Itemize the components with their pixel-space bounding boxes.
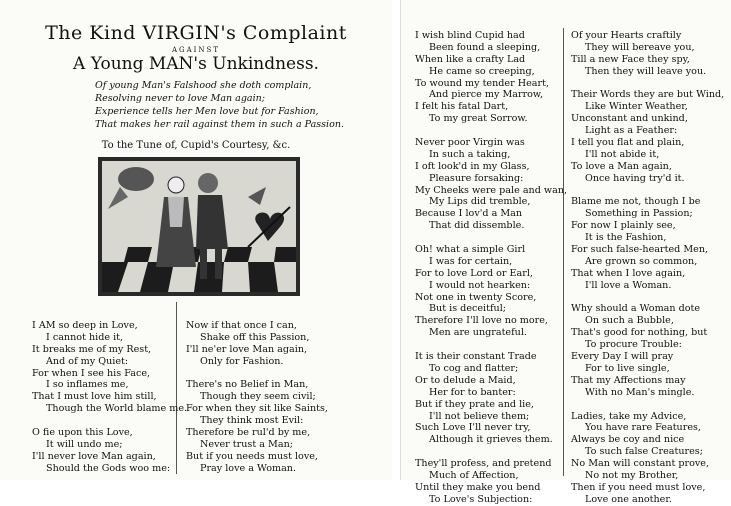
verse-line: I would not hearken: — [429, 279, 531, 291]
tune-line: To the Tune of, Cupid's Courtesy, &c. — [101, 140, 291, 151]
verse-line: Until they make you bend — [415, 481, 541, 493]
subtitle-line: Experience tells her Men love but for Fashion, — [95, 106, 319, 117]
right-page — [400, 0, 731, 505]
verse-line: Every Day I will pray — [571, 351, 674, 363]
verse-line: Pray love a Woman. — [200, 462, 297, 474]
verse-line: Because I lov'd a Man — [415, 208, 523, 220]
verse-line: Shake off this Passion, — [200, 331, 310, 343]
verse-line: I'll never love Man again, — [32, 450, 156, 462]
verse-line: It will undo me; — [46, 438, 123, 450]
verse-line: Like Winter Weather, — [585, 101, 688, 113]
subtitle-line: Of young Man's Falshood she doth complain, — [95, 80, 312, 91]
verse-line: But if you needs must love, — [186, 450, 318, 462]
verse-line: Blame me not, though I be — [571, 196, 701, 208]
verse-line: For when they sit like Saints, — [186, 403, 328, 415]
verse-line: Unconstant and unkind, — [571, 113, 688, 125]
verse-line: To love a Man again, — [571, 160, 672, 172]
verse-line: Till a new Face they spy, — [571, 53, 690, 65]
verse-line: With no Man's mingle. — [585, 386, 695, 398]
verse-line: Never trust a Man; — [200, 438, 293, 450]
verse-line — [571, 292, 724, 304]
verse-line: No not my Brother, — [585, 469, 679, 481]
verse-line: But if they prate and lie, — [415, 398, 534, 410]
verse-line: For such false-hearted Men, — [571, 244, 709, 256]
verse-line — [571, 185, 724, 197]
verse-line: He came so creeping, — [429, 65, 535, 77]
verse-line: Or to delude a Maid, — [415, 374, 516, 386]
verse-line: Though they seem civil; — [200, 391, 316, 403]
verse-line — [415, 125, 567, 137]
verse-line: I'll ne'er love Man again, — [186, 343, 308, 355]
subtitle-line: That makes her rail against them in such a Passion. — [95, 119, 344, 130]
woodcut-illustration — [98, 157, 300, 296]
verse-line: That I must love him still, — [32, 391, 157, 403]
verse-line: Of your Hearts craftily — [571, 30, 682, 41]
subtitle-line: Resolving never to love Man again; — [95, 93, 265, 104]
verse-line: Once having try'd it. — [585, 172, 685, 184]
verse-line: For to love Lord or Earl, — [415, 267, 533, 279]
verse-line: To Love's Subjection: — [429, 493, 533, 505]
verse-line: Never poor Virgin was — [415, 137, 525, 149]
verse-line: Something in Passion; — [585, 208, 693, 220]
verse-line: That when I love again, — [571, 267, 686, 279]
verse-line: Though the World blame me. — [46, 403, 188, 415]
verse-line: Now if that once I can, — [186, 320, 297, 331]
verse-line: It is their constant Trade — [415, 351, 537, 363]
verse-line: I was for certain, — [429, 255, 513, 267]
verse-line: I cannot hide it, — [46, 331, 124, 343]
verse-line: It breaks me of my Rest, — [32, 343, 152, 355]
verse-line: Love one another. — [585, 493, 672, 505]
verse-line: To such false Creatures; — [585, 446, 703, 458]
verse-line: They think most Evil: — [200, 415, 304, 427]
verse-line: O fie upon this Love, — [32, 427, 133, 439]
verse-line: To procure Trouble: — [585, 339, 682, 351]
verse-line: Much of Affection, — [429, 469, 519, 481]
verse-line: I tell you flat and plain, — [571, 137, 685, 149]
verse-line: I'll not believe them; — [429, 410, 530, 422]
verse-line: To cog and flatter; — [429, 362, 519, 374]
title-line-1: The Kind VIRGIN's Complaint — [45, 22, 347, 44]
verse-line: That my Affections may — [571, 374, 686, 386]
verse-line — [415, 232, 567, 244]
verse-line — [415, 446, 567, 458]
verse-column-1 — [32, 320, 187, 475]
verse-line: Pleasure forsaking: — [429, 172, 524, 184]
verse-column-3 — [415, 30, 567, 506]
verse-line: Her for to banter: — [429, 386, 516, 398]
verse-line: To wound my tender Heart, — [415, 77, 550, 89]
verse-line: On such a Bubble, — [585, 315, 674, 327]
verse-line: My Cheeks were pale and wan, — [415, 184, 568, 196]
verse-column-2 — [186, 320, 328, 475]
verse-line: Although it grieves them. — [429, 434, 553, 446]
verse-line: Therefore I'll love no more, — [415, 315, 548, 327]
verse-line: And pierce my Marrow, — [429, 89, 544, 101]
verse-column-4 — [571, 30, 724, 506]
verse-line: That did dissemble. — [429, 220, 525, 232]
verse-line: Then they will leave you. — [585, 65, 707, 77]
verse-line: In such a taking, — [429, 148, 511, 160]
verse-line: Why should a Woman dote — [571, 303, 701, 315]
verse-line: Ladies, take my Advice, — [571, 410, 687, 422]
verse-line: I oft look'd in my Glass, — [415, 160, 530, 172]
verse-line: Oh! what a simple Girl — [415, 244, 526, 256]
verse-line: I so inflames me, — [46, 379, 129, 391]
verse-line: No Man will constant prove, — [571, 458, 710, 470]
title-against: AGAINST — [171, 46, 221, 54]
verse-line: That's good for nothing, but — [571, 327, 708, 339]
verse-line: When like a crafty Lad — [415, 53, 526, 65]
verse-line — [415, 339, 567, 351]
verse-line: Such Love I'll never try, — [415, 422, 531, 434]
verse-line: For when I see his Face, — [32, 367, 151, 379]
verse-line: My Lips did tremble, — [429, 196, 531, 208]
verse-line: They'll profess, and pretend — [415, 458, 552, 470]
verse-line: I felt his fatal Dart, — [415, 101, 509, 113]
verse-line: Should the Gods woo me: — [46, 462, 171, 474]
verse-line: Therefore be rul'd by me, — [186, 427, 311, 439]
verse-line — [32, 415, 187, 427]
verse-line — [571, 399, 724, 411]
verse-line: You have rare Features, — [585, 422, 701, 434]
verse-line: Been found a sleeping, — [429, 41, 541, 53]
verse-line: It is the Fashion, — [585, 232, 667, 244]
verse-line: But is deceitful; — [429, 303, 506, 315]
verse-line: I AM so deep in Love, — [32, 320, 138, 331]
verse-line — [571, 78, 724, 90]
verse-line: I wish blind Cupid had — [415, 30, 525, 41]
verse-line: For now I plainly see, — [571, 220, 676, 232]
verse-line: I'll not abide it, — [585, 148, 660, 160]
verse-line — [186, 368, 328, 380]
title-line-2: A Young MAN's Unkindness. — [73, 54, 319, 74]
verse-line: They will bereave you, — [585, 41, 695, 53]
verse-line: Light as a Feather: — [585, 125, 678, 137]
verse-line: There's no Belief in Man, — [186, 379, 309, 391]
verse-line: For to live single, — [585, 362, 670, 374]
verse-line: Always be coy and nice — [571, 434, 685, 446]
verse-line: Are grown so common, — [585, 255, 698, 267]
verse-line: I'll love a Woman. — [585, 279, 672, 291]
verse-line: Their Words they are but Wind, — [571, 89, 725, 101]
verse-line: Then if you need must love, — [571, 481, 706, 493]
verse-line: Only for Fashion. — [200, 355, 284, 367]
verse-line: Men are ungrateful. — [429, 327, 527, 339]
verse-line: To my great Sorrow. — [429, 113, 528, 125]
verse-line: And of my Quiet: — [46, 355, 129, 367]
verse-line: Not one in twenty Score, — [415, 291, 537, 303]
